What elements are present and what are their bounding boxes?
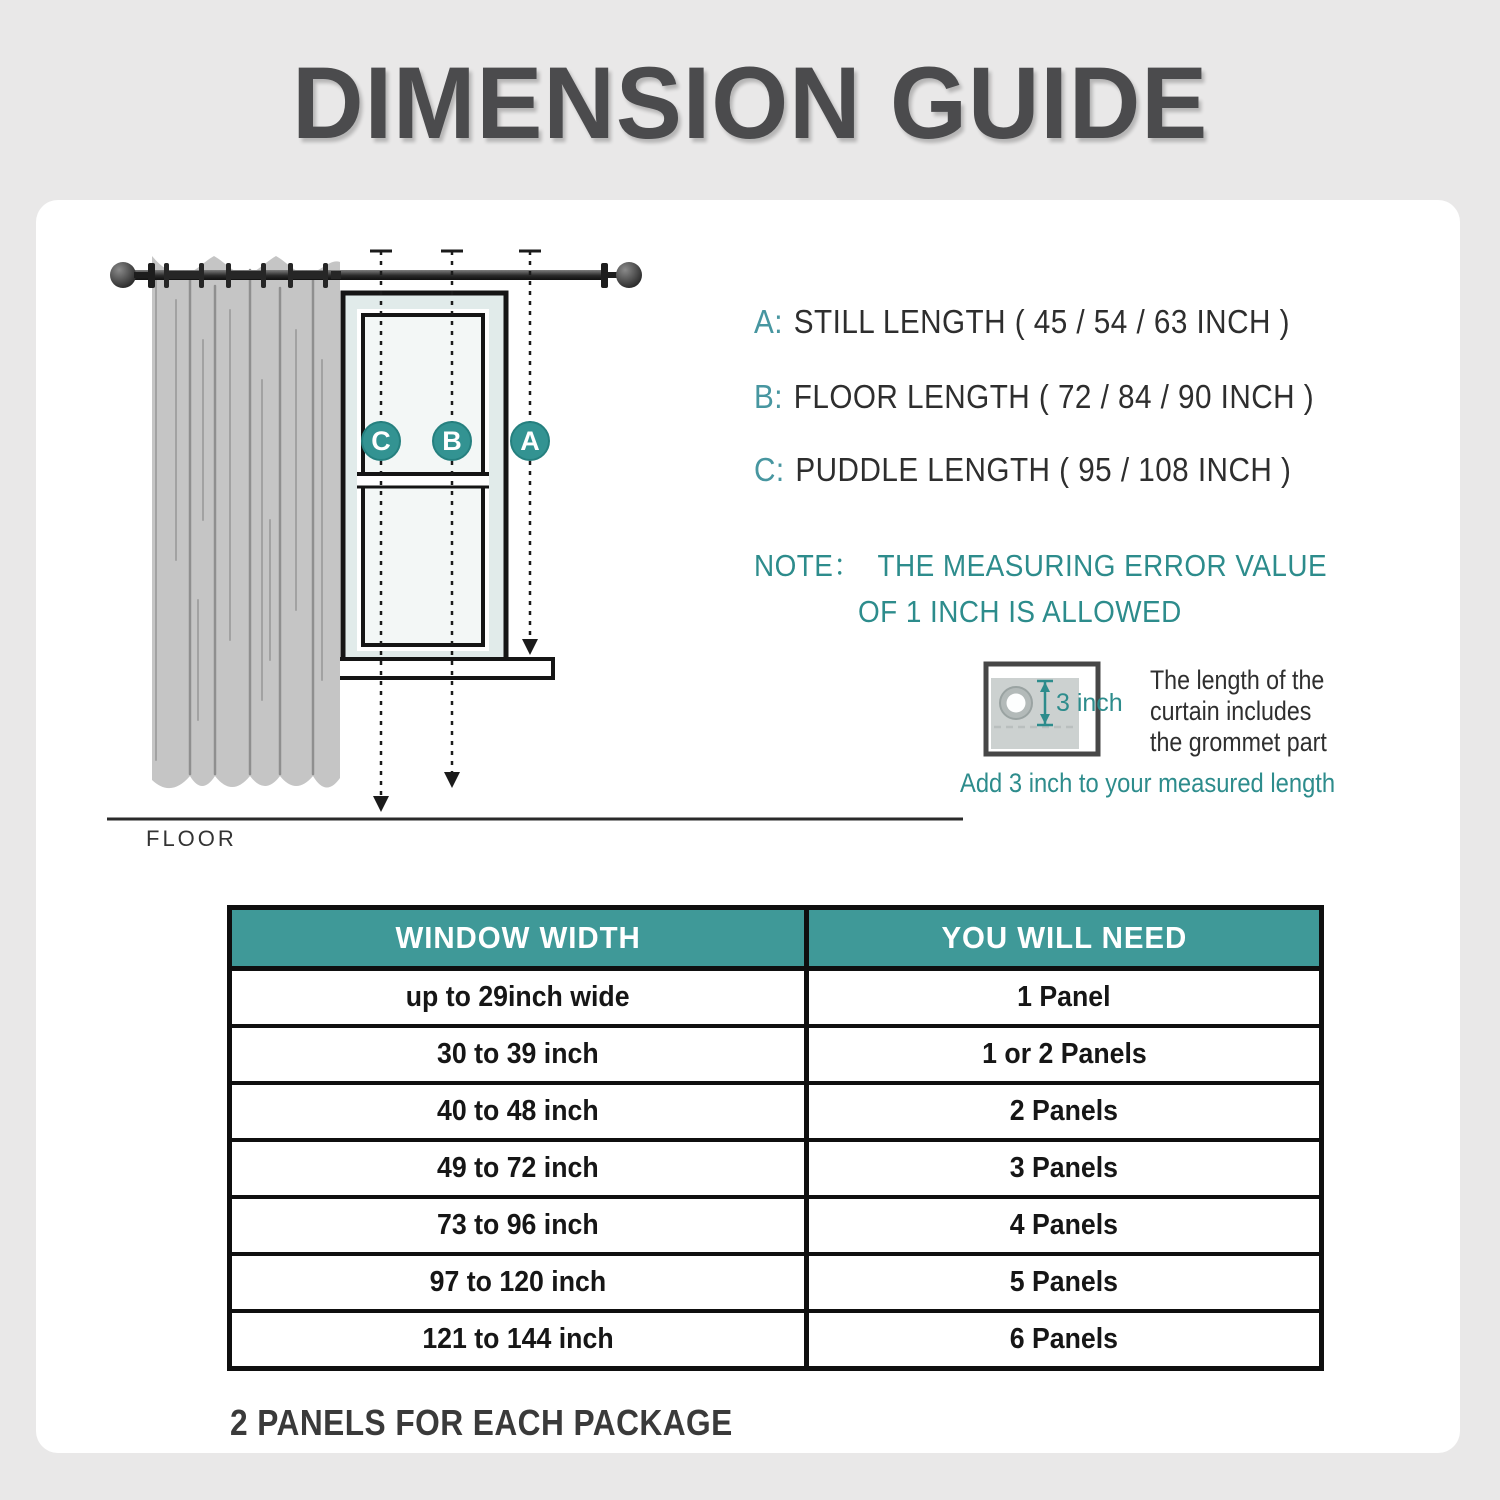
rod-finial-left <box>110 262 136 288</box>
length-letter-a: A: <box>754 303 783 340</box>
arrowhead-c <box>373 796 389 812</box>
length-letter-c: C: <box>754 451 785 488</box>
table-row: up to 29inch wide 1 Panel <box>232 971 1319 1024</box>
length-label-b: B: FLOOR LENGTH ( 72 / 84 / 90 INCH ) <box>754 378 1315 415</box>
arrowhead-b <box>444 772 460 788</box>
column-header-window-width: WINDOW WIDTH <box>232 910 804 966</box>
length-letter-b: B: <box>754 378 783 415</box>
grommet-measure-label: 3 inch <box>1056 689 1123 717</box>
table-row: 40 to 48 inch 2 Panels <box>232 1085 1319 1138</box>
table-header-row <box>232 910 1319 966</box>
rod-finial-right <box>616 262 642 288</box>
window-sill <box>337 659 553 678</box>
marker-b: B <box>432 421 472 461</box>
page-title: DIMENSION GUIDE <box>291 46 1209 160</box>
table-row: 121 to 144 inch 6 Panels <box>232 1313 1319 1366</box>
panel-count-table <box>227 905 1324 1371</box>
length-label-a: A: STILL LENGTH ( 45 / 54 / 63 INCH ) <box>754 303 1290 340</box>
table-row: 49 to 72 inch 3 Panels <box>232 1142 1319 1195</box>
grommet-tip: Add 3 inch to your measured length <box>960 768 1336 798</box>
arrowhead-a <box>522 639 538 655</box>
grommet-caption: The length of the curtain includes the grommet part <box>1150 665 1327 757</box>
table-row: 30 to 39 inch 1 or 2 Panels <box>232 1028 1319 1081</box>
table-row: 73 to 96 inch 4 Panels <box>232 1199 1319 1252</box>
window-illustration <box>337 293 553 678</box>
floor-label: FLOOR <box>146 826 237 851</box>
note-line-1: NOTE： THE MEASURING ERROR VALUE <box>754 548 1328 583</box>
note-line-2: OF 1 INCH IS ALLOWED <box>858 594 1182 629</box>
curtain-panel <box>152 256 340 788</box>
package-note: 2 PANELS FOR EACH PACKAGE <box>230 1402 733 1443</box>
table-row: 97 to 120 inch 5 Panels <box>232 1256 1319 1309</box>
marker-c: C <box>361 421 401 461</box>
column-header-you-will-need: YOU WILL NEED <box>809 910 1319 966</box>
length-label-c: C: PUDDLE LENGTH ( 95 / 108 INCH ) <box>754 451 1292 488</box>
marker-a: A <box>510 421 550 461</box>
